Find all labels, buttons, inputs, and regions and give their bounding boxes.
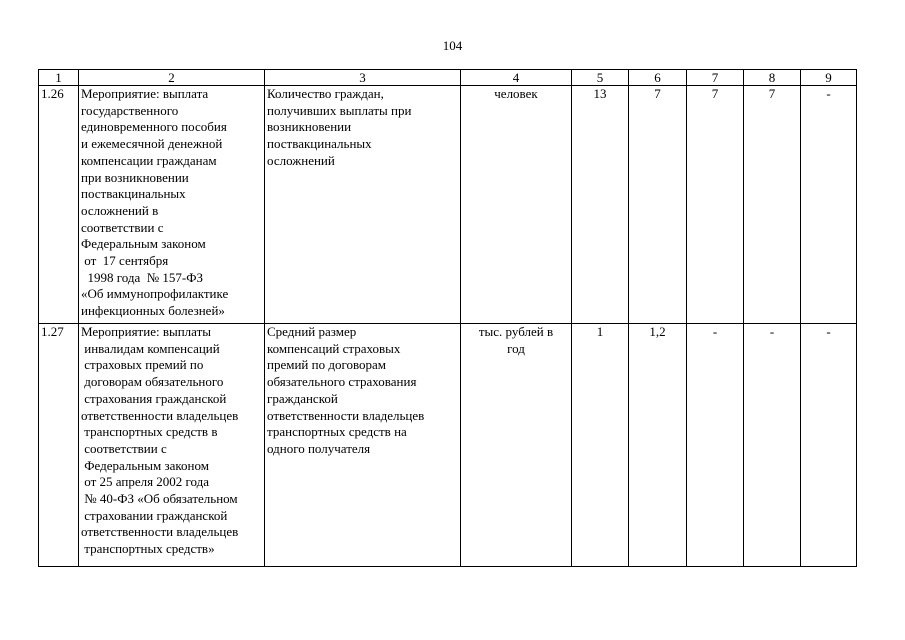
col-header: 6 bbox=[629, 70, 687, 86]
col-header: 4 bbox=[461, 70, 572, 86]
value-cell: 1 bbox=[572, 324, 629, 567]
value-cell: 7 bbox=[629, 86, 687, 324]
value-cell: 7 bbox=[687, 86, 744, 324]
indicator-cell: Количество граждан, получивших выплаты при возникновении поствакцинальных осложнений bbox=[265, 86, 461, 324]
unit-cell: тыс. рублей в год bbox=[461, 324, 572, 567]
data-table bbox=[38, 69, 857, 567]
value-cell: - bbox=[744, 324, 801, 567]
event-cell: Мероприятие: выплаты инвалидам компенсаций страховых премий по договорам обязательного страхования гражданской ответственности владельцев транспортных средств в соответствии с Федеральным законом от 25 апреля 2002 года № 40-ФЗ «Об обязательном страховании гражданской ответственности владельцев транспортных средств» bbox=[79, 324, 265, 567]
row-number: 1.27 bbox=[39, 324, 79, 567]
indicator-cell: Средний размер компенсаций страховых премий по договорам обязательного страхования гражданской ответственности владельцев транспортных средств на одного получателя bbox=[265, 324, 461, 567]
value-cell: - bbox=[801, 324, 857, 567]
header-row bbox=[39, 70, 857, 86]
value-cell: - bbox=[801, 86, 857, 324]
col-header: 8 bbox=[744, 70, 801, 86]
row-number: 1.26 bbox=[39, 86, 79, 324]
page-number: 104 bbox=[442, 38, 463, 53]
table-row bbox=[39, 324, 857, 567]
value-cell: 1,2 bbox=[629, 324, 687, 567]
value-cell: 7 bbox=[744, 86, 801, 324]
value-cell: 13 bbox=[572, 86, 629, 324]
col-header: 3 bbox=[265, 70, 461, 86]
col-header: 5 bbox=[572, 70, 629, 86]
col-header: 7 bbox=[687, 70, 744, 86]
event-cell: Мероприятие: выплата государственного единовременного пособия и ежемесячной денежной компенсации гражданам при возникновении поствакцинальных осложнений в соответствии с Федеральным законом от 17 сентября 1998 года № 157-ФЗ «Об иммунопрофилактике инфекционных болезней» bbox=[79, 86, 265, 324]
unit-cell: человек bbox=[461, 86, 572, 324]
col-header: 2 bbox=[79, 70, 265, 86]
value-cell: - bbox=[687, 324, 744, 567]
col-header: 9 bbox=[801, 70, 857, 86]
table-row bbox=[39, 86, 857, 324]
col-header: 1 bbox=[39, 70, 79, 86]
